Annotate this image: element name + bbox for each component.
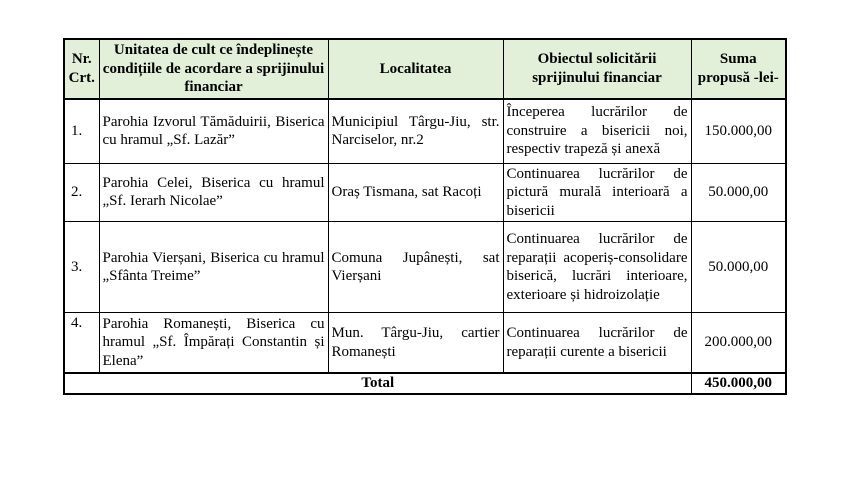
table-row <box>64 99 786 164</box>
funding-table <box>63 38 787 395</box>
row-number-cell: 2. <box>64 163 99 222</box>
header-row <box>64 39 786 99</box>
table-row <box>64 313 786 374</box>
total-amount-cell: 450.000,00 <box>691 373 786 394</box>
header-obiectul: Obiectul solicitării sprijinului financiar <box>503 39 691 99</box>
amount-cell: 200.000,00 <box>691 313 786 374</box>
row-number-cell: 3. <box>64 222 99 313</box>
amount-cell: 50.000,00 <box>691 163 786 222</box>
object-cell: Începerea lucrărilor de construire a bisericii noi, respectiv trapeză și anexă <box>503 99 691 164</box>
object-cell: Continuarea lucrărilor de pictură murală interioară a bisericii <box>503 163 691 222</box>
total-label-cell: Total <box>64 373 691 394</box>
table-body <box>64 99 786 394</box>
table-row <box>64 222 786 313</box>
locality-cell: Oraș Tismana, sat Racoți <box>328 163 503 222</box>
object-cell: Continuarea lucrărilor de reparații curente a bisericii <box>503 313 691 374</box>
amount-cell: 50.000,00 <box>691 222 786 313</box>
total-row <box>64 373 786 394</box>
unit-cell: Parohia Celei, Biserica cu hramul „Sf. Ierarh Nicolae” <box>99 163 328 222</box>
locality-cell: Comuna Jupânești, sat Vierșani <box>328 222 503 313</box>
header-localitatea: Localitatea <box>328 39 503 99</box>
unit-cell: Parohia Vierșani, Biserica cu hramul „Sfânta Treime” <box>99 222 328 313</box>
amount-cell: 150.000,00 <box>691 99 786 164</box>
row-number-cell: 4. <box>64 313 99 374</box>
object-cell: Continuarea lucrărilor de reparații acoperiș-consolidare biserică, lucrări interioare, exterioare și hidroizolație <box>503 222 691 313</box>
header-nr-crt: Nr. Crt. <box>64 39 99 99</box>
table-header <box>64 39 786 99</box>
table-row <box>64 163 786 222</box>
header-suma: Suma propusă -lei- <box>691 39 786 99</box>
unit-cell: Parohia Romanești, Biserica cu hramul „Sf. Împărați Constantin și Elena” <box>99 313 328 374</box>
header-unitatea: Unitatea de cult ce îndeplinește condițiile de acordare a sprijinului financiar <box>99 39 328 99</box>
locality-cell: Municipiul Târgu-Jiu, str. Narciselor, nr.2 <box>328 99 503 164</box>
row-number-cell: 1. <box>64 99 99 164</box>
locality-cell: Mun. Târgu-Jiu, cartier Romanești <box>328 313 503 374</box>
unit-cell: Parohia Izvorul Tămăduirii, Biserica cu hramul „Sf. Lazăr” <box>99 99 328 164</box>
